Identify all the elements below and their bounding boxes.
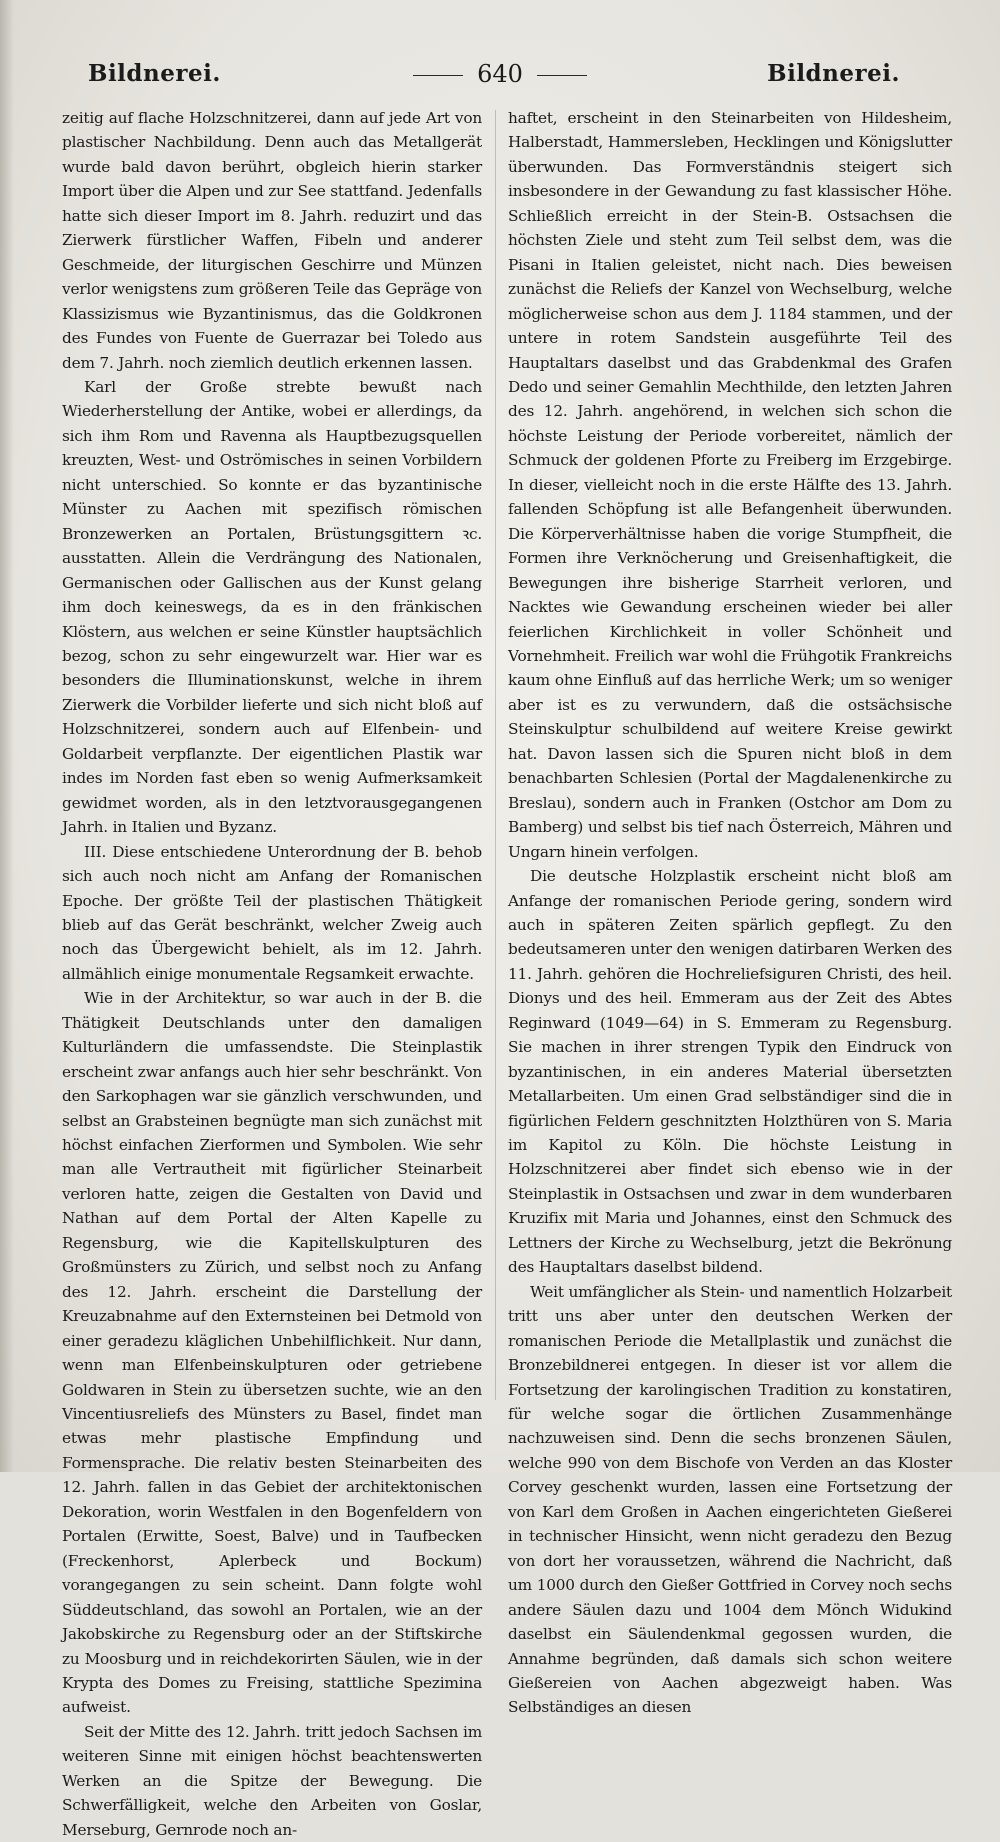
header-right-title: Bildnerei. (767, 60, 900, 87)
header-dash-left (413, 75, 463, 76)
paragraph: zeitig auf flache Holzschnitzerei, dann auf jede Art von plastischer Nachbildung. Denn auch das Metallgerät wurde bald davon berührt, obgleich hierin starker Import über die Alpen und zur See stattfand. Jedenfalls hatte sich dieser Import im 8. Jahrh. reduzirt und das Zierwerk fürstlicher Waffen, Fibeln und anderer Geschmeide, der liturgischen Geschirre und Münzen verlor wenigstens zum größeren Teile das Gepräge von Klassizismus wie Byzantinismus, das die Goldkronen des Fundes von Fuente de Guerrazar bei Toledo aus dem 7. Jahrh. noch ziemlich deutlich erkennen lassen. (62, 109, 482, 372)
page-edge-shadow (0, 0, 14, 1472)
header-dash-right (537, 75, 587, 76)
left-column (62, 106, 482, 1839)
paragraph: Wie in der Architektur, so war auch in der B. die Thätigkeit Deutschlands unter den damaligen Kulturländern die umfassendste. Die Steinplastik erscheint zwar anfangs auch hier sehr beschränkt. Von den Sarkophagen war sie gänzlich verschwunden, und selbst an Grabsteinen begnügte man sich zunächst mit höchst einfachen Zierformen und Symbolen. Wie sehr man alle Vertrautheit mit figürlicher Steinarbeit verloren hatte, zeigen die Gestalten von David und Nathan auf dem Portal der Alten Kapelle zu Regensburg, wie die Kapitellskulpturen des Großmünsters zu Zürich, und selbst noch zu Anfang des 12. Jahrh. erscheint die Darstellung der Kreuzabnahme auf den Externsteinen bei Detmold von einer geradezu kläglichen Unbehilflichkeit. Nur dann, wenn man Elfenbeinskulpturen oder getriebene Goldwaren in Stein zu übersetzen suchte, wie an den Vincentiusreliefs des Münsters zu Basel, findet man etwas mehr plastische Empfindung und Formensprache. Die relativ besten Steinarbeiten des 12. Jahrh. fallen in das Gebiet der architektonischen Dekoration, worin Westfalen in den Bogenfeldern von Portalen (Erwitte, Soest, Balve) und in Taufbecken (Freckenhorst, Aplerbeck und Bockum) vorangegangen zu sein scheint. Dann folgte wohl Süddeutschland, das sowohl an Portalen, wie an der Jakobskirche zu Regensburg oder an der Stiftskirche zu Moosburg und in reichdekorirten Säulen, wie in der Krypta des Domes zu Freising, stattliche Spezimina aufweist. (62, 989, 482, 1717)
header-left-title: Bildnerei. (88, 60, 221, 87)
paragraph: Karl der Große strebte bewußt nach Wiederherstellung der Antike, wobei er allerdings, da sich ihm Rom und Ravenna als Hauptbezugsquellen kreuzten, West- und Oströmisches in seinen Vorbildern nicht unterschied. So konnte er das byzantinische Münster zu Aachen mit spezifisch römischen Bronzewerken an Portalen, Brüstungsgittern ꝛc. ausstatten. Allein die Verdrängung des Nationalen, Germanischen oder Gallischen aus der Kunst gelang ihm doch keineswegs, da es in den fränkischen Klöstern, aus welchen er seine Künstler hauptsächlich bezog, schon zu sehr eingewurzelt war. Hier war es besonders die Illuminationskunst, welche in ihrem Zierwerk die Vorbilder lieferte und sich nicht bloß auf Holzschnitzerei, sondern auch auf Elfenbein- und Goldarbeit verpflanzte. Der eigentlichen Plastik war indes im Norden fast eben so wenig Aufmerksamkeit gewidmet worden, als in den letztvorausgegangenen Jahrh. in Italien und Byzanz. (62, 377, 482, 837)
paragraph: Seit der Mitte des 12. Jahrh. tritt jedoch Sachsen im weiteren Sinne mit einigen höchst beachtenswerten Werken an die Spitze der Bewegung. Die Schwerfälligkeit, welche den Arbeiten von Goslar, Merseburg, Gernrode noch an- (62, 1722, 482, 1839)
paragraph: III. Diese entschiedene Unterordnung der B. behob sich auch noch nicht am Anfang der Romanischen Epoche. Der größte Teil der plastischen Thätigkeit blieb auf das Gerät beschränkt, welcher Zweig auch noch das Übergewicht behielt, als im 12. Jahrh. allmählich einige monumentale Regsamkeit erwachte. (62, 842, 482, 983)
right-column (508, 106, 952, 1717)
paragraph: Die deutsche Holzplastik erscheint nicht bloß am Anfange der romanischen Periode gering, sondern wird auch in späteren Zeiten spärlich gepflegt. Zu den bedeutsameren unter den wenigen datirbaren Werken des 11. Jahrh. gehören die Hochreliefsiguren Christi, des heil. Dionys und des heil. Emmeram aus der Zeit des Abtes Reginward (1049—64) in S. Emmeram zu Regensburg. Sie machen in ihrer strengen Typik den Eindruck von byzantinischen, in ein anderes Material übersetzten Metallarbeiten. Um einen Grad selbständiger sind die in figürlichen Feldern geschnitzten Holzthüren von S. Maria im Kapitol zu Köln. Die höchste Leistung in Holzschnitzerei aber findet sich ebenso wie in der Steinplastik in Ostsachsen und zwar in dem wunderbaren Kruzifix mit Maria und Johannes, einst den Schmuck des Lettners der Kirche zu Wechselburg, jetzt die Bekrönung des Hauptaltars daselbst bildend. (508, 867, 952, 1277)
paragraph: Weit umfänglicher als Stein- und namentlich Holzarbeit tritt uns aber unter den deutschen Werken der romanischen Periode die Metallplastik und zunächst die Bronzebildnerei entgegen. In dieser ist vor allem die Fortsetzung der karolingischen Tradition zu konstatiren, für welche sogar die örtlichen Zusammenhänge nachzuweisen sind. Denn die sechs bronzenen Säulen, welche 990 von dem Bischofe von Verden an das Kloster Corvey geschenkt wurden, lassen eine Fortsetzung der von Karl dem Großen in Aachen eingerichteten Gießerei in technischer Hinsicht, wenn nicht geradezu den Bezug von dort her voraussetzen, während die Nachricht, daß um 1000 durch den Gießer Gottfried in Corvey noch sechs andere Säulen dazu und 1004 dem Mönch Widukind daselbst ein Säulendenkmal gegossen wurden, die Annahme begründen, daß damals sich schon weitere Gießereien von Aachen abgezweigt haben. Was Selbständiges an diesen (508, 1282, 952, 1717)
column-gutter (495, 110, 496, 1400)
page-number: 640 (477, 60, 523, 88)
paragraph: haftet, erscheint in den Steinarbeiten von Hildesheim, Halberstadt, Hammersleben, Hecklingen und Königslutter überwunden. Das Formverständnis steigert sich insbesondere in der Gewandung zu fast klassischer Höhe. Schließlich erreicht in der Stein-B. Ostsachsen die höchsten Ziele und steht zum Teil selbst dem, was die Pisani in Italien geleistet, nicht nach. Dies beweisen zunächst die Reliefs der Kanzel von Wechselburg, welche möglicherweise schon aus dem J. 1184 stammen, und der untere in rotem Sandstein ausgeführte Teil des Hauptaltars daselbst und das Grabdenkmal des Grafen Dedo und seiner Gemahlin Mechthilde, den letzten Jahren des 12. Jahrh. angehörend, in welchen sich schon die höchste Leistung der Periode vorbereitet, nämlich der Schmuck der goldenen Pforte zu Freiberg im Erzgebirge. In dieser, vielleicht noch in die erste Hälfte des 13. Jahrh. fallenden Schöpfung ist alle Befangenheit überwunden. Die Körperverhältnisse haben die vorige Stumpfheit, die Formen ihre Verknöcherung und Greisenhaftigkeit, die Bewegungen ihre bisherige Starrheit verloren, und Nacktes wie Gewandung erscheinen wieder bei aller feierlichen Kirchlichkeit in voller Schönheit und Vornehmheit. Freilich war wohl die Frühgotik Frankreichs kaum ohne Einfluß auf das herrliche Werk; um so weniger aber ist es zu verwundern, daß die ostsächsische Steinskulptur schulbildend auf weitere Kreise gewirkt hat. Davon lassen sich die Spuren nicht bloß in dem benachbarten Schlesien (Portal der Magdalenenkirche zu Breslau), sondern auch in Franken (Ostchor am Dom zu Bamberg) und selbst bis tief nach Österreich, Mähren und Ungarn hinein verfolgen. (508, 109, 952, 861)
running-header (58, 58, 942, 98)
